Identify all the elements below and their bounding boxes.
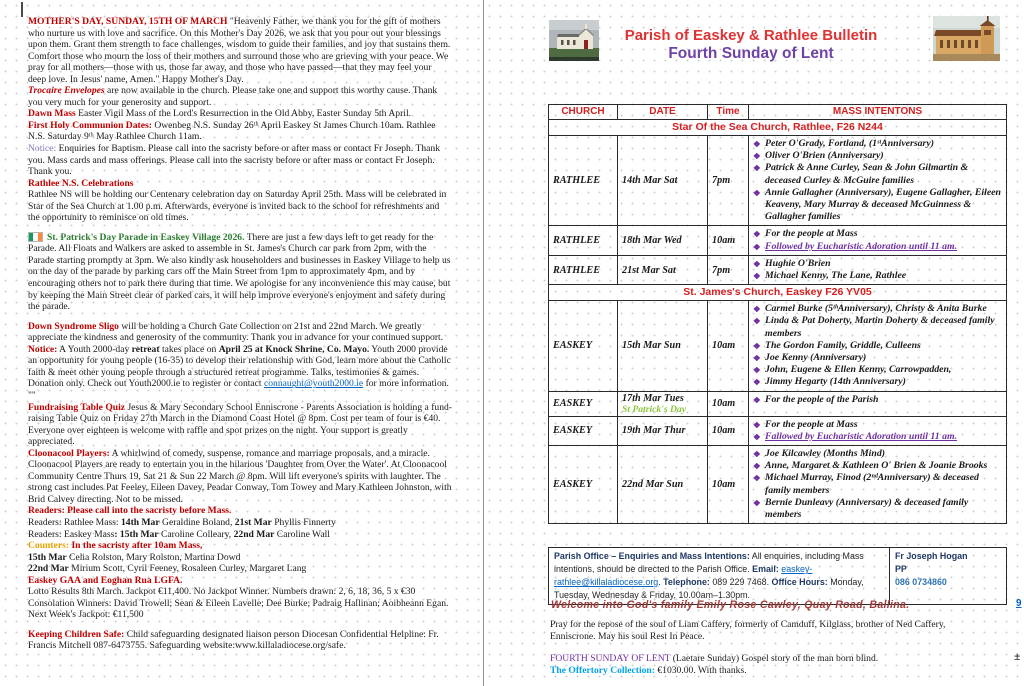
text-segment: A Youth 2000-day [57,343,132,355]
clipped-text-fragment-top: 9 [1016,598,1022,609]
cell-time: 10am [708,446,749,523]
text-segment: Counters: [28,540,70,552]
intention-item [753,497,1003,521]
text-segment: First Holy Communion Dates: [28,119,152,131]
paragraph [28,232,452,313]
mass-intentions-table [548,104,1007,524]
paragraph [28,321,452,344]
text-segment: takes place on [159,343,219,355]
text-segment: 089 229 7468. [709,577,772,587]
text-segment: Geraldine Boland, [159,516,235,528]
table-row [549,446,1006,523]
column-header-time: Time [708,105,749,119]
intention-item [753,394,1003,406]
text-segment: Jesus & Mary Secondary School Enniscrone - Parents Association is holding a fund-raising Table Quiz on Friday 27th March in the Diamond Coast Hotel @ 8pm. Cost per team of four is €40. Everyone over eighteen is welcome with raffle and spot prizes on the night. Your support is greatly appreciated. [28,401,452,448]
cell-time: 10am [708,301,749,390]
text-segment: (Laetare Sunday) Gospel story of the man born blind. [670,653,879,664]
text-segment: St. Patrick's Day Parade in Easkey Village 2026. [47,231,245,243]
diamond-bullet-icon: ❖ [753,394,761,405]
intention-text: Michael Murray, Finod (2ⁿᵈAnniversary) & deceased family members [765,472,979,496]
text-segment: 22nd Mar [233,528,275,540]
diamond-bullet-icon: ❖ [753,377,761,388]
text-segment: There are just a few days left to get ready for the Parade. All Floats and Walkers are asked to assemble in St. James's Church car park from 2pm, with the Parade starting promptly at 3pm. We also kindly ask householders and businesses in Easkey Village to help us on the day of the parade by parking cars off the Main Street from 1pm to approximately 4pm, and by encouraging others not to park there during that time. We apologise for any inconvenience this may cause, but by keeping the Main Street clear of parked cars, it will help improve everyone's enjoyment and safety during the parade. [28,231,451,313]
diamond-bullet-icon: ❖ [753,419,761,430]
welcome-baptism-line: Welcome into God's family Emily Rose Cawley, Quay Road, Ballina. [551,599,910,611]
intention-item [753,241,1003,253]
text-segment: The Offertory Collection: [550,665,655,676]
cell-church: RATHLEE [549,256,618,284]
intention-text: Linda & Pat Doherty, Martin Doherty & deceased family members [765,315,995,339]
text-segment: Lotto Results 8th March. Jackpot €11,400. No Jackpot Winner. Numbers drawn: 2, 6, 18, 36, 5 x €30 Consolation Winners: David Trowell; Sean & Eileen Lavelle; Dee Burke; Padraig Hallinan; Aoibheann Egan. Next Week's Jackpot: €11,500 [28,586,449,621]
intention-item [753,364,1003,376]
cell-time: 10am [708,226,749,254]
text-segment: Caroline Wall [274,528,330,540]
text-segment: Owenbeg N.S. Sunday 26ᵗʰ April Easkey St James Church 10am. Rathlee N.S. Saturday 9ᵗʰ May Rathlee Church 11am. [28,119,436,143]
paragraph [28,505,452,517]
cell-time: 10am [708,392,749,416]
clipped-text-fragment-bottom: ± [1014,651,1021,663]
paragraph [28,85,452,108]
intention-item [753,376,1003,388]
table-section-header: St. James's Church, Easkey F26 YV05 [549,285,1006,301]
intention-text: Michael Kenny, The Lane, Rathlee [765,270,907,282]
diamond-bullet-icon: ❖ [753,304,761,315]
paragraph [28,540,452,552]
paragraph [28,344,452,402]
paragraph [28,16,452,85]
text-segment: Telephone: [663,577,710,587]
text-segment: Notice: [28,143,57,155]
intention-text: Carmel Burke (5ᵗʰAnniversary), Christy & Anita Burke [765,303,987,315]
text-segment: Email: [752,564,779,574]
intention-text: Annie Gallagher (Anniversary), Eugene Gallagher, Eileen Keaveny, Mary Murray & deceased McGuinness & Gallagher families [765,186,1001,223]
cell-intentions [749,226,1006,254]
text-segment: Fundraising Table Quiz [28,401,126,413]
text-segment: Readers: Please call into the sacristy before Mass. [28,505,232,517]
cell-date [618,226,708,254]
text-segment: for more information. "" [28,378,449,401]
cell-intentions [749,446,1006,523]
intention-item [753,150,1003,162]
intention-text: The Gordon Family, Griddle, Culleens [765,339,921,351]
diamond-bullet-icon: ❖ [753,365,761,376]
cell-date [618,392,708,416]
paragraph [28,143,452,178]
table-row [549,392,1006,417]
text-segment: MOTHER'S DAY, SUNDAY, 15TH OF MARCH [28,16,230,27]
cell-date [618,446,708,523]
parish-office-info [549,548,890,604]
date-text: 14th Mar Sat [622,175,678,187]
text-segment: Office Hours: [771,577,828,587]
paragraph [28,552,452,564]
cell-date [618,417,708,445]
cell-time: 10am [708,417,749,445]
diamond-bullet-icon: ❖ [753,258,761,269]
text-segment: April 25 at Knock Shrine, Co. Mayo. [218,343,370,355]
date-text: 22nd Mar Sun [622,479,684,491]
paragraph [28,402,452,448]
cell-intentions [749,136,1006,225]
intention-item [753,228,1003,240]
table-body [549,120,1006,523]
text-segment: Caroline Colleary, [158,528,234,540]
cell-church: EASKEY [549,446,618,523]
text-segment: Cloonacool Players: [28,447,110,459]
church-photo-right [933,16,1000,61]
priest-title: PP [895,564,907,574]
text-segment: All enquiries, including Mass intentions, should be directed to the Parish Office. [554,551,864,574]
date-text: 18th Mar Wed [622,235,682,247]
text-segment: 15th Mar [28,551,67,563]
paragraph [28,178,452,190]
intention-text: Anne, Margaret & Kathleen O' Brien & Joanie Brooks [765,460,988,472]
column-header-date: DATE [618,105,708,119]
paragraph [28,189,452,224]
text-segment: Parish Office – Enquiries and Mass Intentions: [554,551,750,561]
diamond-bullet-icon: ❖ [753,163,761,174]
text-segment: In the sacristy after 10am Mass, [69,540,203,552]
cell-church: RATHLEE [549,136,618,225]
paragraph [28,586,452,621]
intention-item [753,460,1003,472]
ireland-flag-icon [28,232,43,242]
cell-date [618,301,708,390]
intention-text: Oliver O'Brien (Anniversary) [765,150,884,162]
text-segment: €1030.00. With thanks. [654,665,747,676]
text-segment: Down Syndrome Sligo [28,320,119,332]
text-segment: Celia Rolston, Mary Rolston, Martina Dowd [66,551,241,563]
intention-text: Fallowed by Eucharistic Adoration until 11 am. [765,430,958,442]
intention-text: For the people at Mass [765,418,858,430]
intention-item [753,352,1003,364]
date-text: 21st Mar Sat [622,264,676,276]
text-segment: Keeping Children Safe: [28,628,125,640]
link[interactable]: connaught@youth2000.ie [264,378,364,390]
bulletin-title [598,27,904,63]
paragraph [28,563,452,575]
intention-text: Joe Kilcawley (Months Mind) [765,448,886,460]
intention-text: For the people of the Parish [765,393,879,405]
cell-date [618,256,708,284]
text-segment: Easkey GAA and Eoghan Rua LGFA. [28,574,183,586]
column-header-intentions: MASS INTENTONS [832,106,923,117]
diamond-bullet-icon: ❖ [753,473,761,484]
text-segment: Enquiries for Baptism. Please call into the sacristy before or after mass or contact Fr Joseph. Thank you. Mass cards and mass offerings. Please call into the sacristy before or after mass or contact Fr Joseph. Thank you. [28,143,440,178]
intention-item [753,270,1003,282]
cell-intentions [749,301,1006,390]
intention-text: For the people at Mass [765,228,858,240]
intention-item [753,258,1003,270]
link[interactable]: easkey-rathlee@killaladiocese.org [554,564,813,587]
text-segment: Readers: Rathlee Mass: [28,516,121,528]
diamond-bullet-icon: ❖ [753,497,761,508]
cell-church: EASKEY [549,417,618,445]
text-segment: Mirium Scott, Cyril Feeney, Rosaleen Curley, Margaret Lang [68,563,307,575]
intention-text: Followed by Eucharistic Adoration until 11 am. [765,240,958,252]
text-segment: Notice: [28,343,58,355]
diamond-bullet-icon: ❖ [753,340,761,351]
date-text: 15th Mar Sun [622,340,681,352]
cell-church: RATHLEE [549,226,618,254]
paragraph [28,448,452,506]
cell-church: EASKEY [549,392,618,416]
priest-name: Fr Joseph Hogan [895,551,968,561]
table-row [549,136,1006,226]
priest-phone: 086 0734860 [895,577,947,587]
diamond-bullet-icon: ❖ [753,461,761,472]
offertory-collection-line [550,665,970,677]
diamond-bullet-icon: ❖ [753,271,761,282]
paragraph [28,529,452,541]
text-segment: Trocaire Envelopes [28,85,105,97]
priest-contact [890,548,1006,604]
cell-time: 7pm [708,256,749,284]
cell-intentions [749,256,1006,284]
text-segment: Easter Vigil Mass of the Lord's Resurrection in the Old Abby, Easter Sunday 5th April. [75,108,412,120]
bulletin-left-page [28,16,452,652]
cell-date [618,136,708,225]
diamond-bullet-icon: ❖ [753,431,761,442]
lent-gospel-line [550,653,970,665]
text-segment: Youth 2000 provide an opportunity for young people (16-35) to develop their relationship with God, learn more about the Catholic faith & meet other young people through a structured retreat programme. Talks, testimonies & games. Donation only. Check out Youth2000.ie to register or contact [28,343,451,390]
cell-intentions [749,417,1006,445]
table-row [549,301,1006,391]
intention-text: Bernie Dunleavy (Anniversary) & deceased family members [765,496,969,521]
intention-item [753,303,1003,315]
repose-notice: Pray for the repose of the soul of Liam Caffery, formerly of Camduff, Kilglass, brother of Ned Caffery, Enniscrone. May his soul Rest In Peace. [550,619,946,642]
cell-intentions [749,392,1006,416]
text-segment: "Heavenly Father, we thank you for the gift of mothers who nurture us with love and sacrifice. On this Mother's Day 2026, we ask that you pour out your blessings upon them. Grant them strength to face challenges, wisdom to guide their families, and joy that sustains them. Comfort those who mourn the loss of their mothers and surround those who are grieving with your peace. We pray for all mothers—those with us, those far away, and those who have passed—that they may feel your deep love. In Jesus' name, Amen." Happy Mother's Day. [28,16,451,85]
text-segment: Rathlee NS will be holding our Centenary celebration day on Saturday April 25th. Mass will be celebrated in Star of the Sea Church at 1.00 p.m. Afterwards, everyone is invited back to the school for refreshments and the opportunity to reminisce on old times. [28,189,447,224]
table-row [549,226,1006,255]
table-section-header: Star Of the Sea Church, Rathlee, F26 N244 [549,120,1006,136]
cell-church: EASKEY [549,301,618,390]
page-divider-line [483,0,484,686]
intention-text: Hughie O'Brien [765,257,831,269]
date-text: 17th Mar Tues [622,392,684,404]
intention-item [753,419,1003,431]
diamond-bullet-icon: ❖ [753,229,761,240]
paragraph [28,629,452,652]
diamond-bullet-icon: ❖ [753,241,761,252]
paragraph [28,120,452,143]
church-photo-left [549,20,599,61]
diamond-bullet-icon: ❖ [753,187,761,198]
text-segment: FOURTH SUNDAY OF LENT [550,653,671,664]
diamond-bullet-icon: ❖ [753,449,761,460]
intention-text: Patrick & Anne Curley, Sean & John Gilmartin & deceased Curley & McGuire families [765,162,969,186]
intention-text: Jimmy Hegarty (14th Anniversary) [765,376,906,388]
table-row [549,256,1006,285]
intention-text: Peter O'Grady, Fortland, (1ˢᵗAnniversary) [765,138,934,149]
table-header-row [549,105,1006,120]
diamond-bullet-icon: ❖ [753,353,761,364]
intention-item [753,315,1003,339]
paragraph [28,517,452,529]
table-row [549,417,1006,446]
text-segment: are now available in the church. Please take one and support this worthy cause. Thank you very much for your generosity and support. [28,85,438,108]
text-segment: 14th Mar [120,516,160,528]
diamond-bullet-icon: ❖ [753,316,761,327]
intention-text: Joe Kenny (Anniversary) [765,352,867,364]
text-segment: Rathlee N.S. Celebrations [28,177,134,189]
text-segment: Readers: Easkey Mass [28,528,115,540]
intention-item [753,472,1003,496]
text-segment: Monday, Tuesday, Wednesday & Friday, 10.00am–1.30pm. [554,577,864,600]
text-segment: Child safeguarding designated liaison person Diocesan Confidential Helpline: Fr. Francis Mitchell 087-6473755. Safeguarding website:www.killaladiocese.org/safe. [28,628,439,652]
text-segment: : 15th Mar [114,528,159,540]
paragraph [28,108,452,120]
intention-item [753,340,1003,352]
intention-text: John, Eugene & Ellen Kenny, Carrowpadden, [765,364,952,376]
column-header-church: CHURCH [549,105,618,119]
intention-item [753,448,1003,460]
text-segment: retreat [131,343,160,355]
intention-item [753,138,1003,150]
text-segment: will be holding a Church Gate Collection on 21st and 22nd March. We greatly appreciate the kindness and generosity of the community. Thank you in advance for your continued support. [28,320,444,344]
text-segment: . [658,577,664,587]
text-segment: Phyllis Finnerty [271,516,336,528]
diamond-bullet-icon: ❖ [753,139,761,149]
text-segment: 22nd Mar [28,563,69,575]
text-segment: Dawn Mass [28,108,76,120]
intention-item [753,162,1003,186]
bulletin-title-line1: Parish of Easkey & Rathlee Bulletin [624,27,878,44]
page-corner-mark [21,2,23,17]
intention-item [753,431,1003,443]
text-segment: A whirlwind of comedy, suspense, romance and marriage proposals, and a miracle. Cloonacool Players are ready to entertain you in the hilarious 'Daughter from Over the Water'. At Cloonacool Community Centre Thurs 19, Sat 21 & Sun 22 March @ 8pm. Will lift everyone's spirits with laughter. The strong cast includes Pat Feeley, Eileen Davey, Peadar Conway, Tom Towey and Mary Kathleen Johnston, with Brid Calvey directing. Not to be missed. [28,447,452,505]
bulletin-subtitle: Fourth Sunday of Lent [668,45,834,62]
cell-time: 7pm [708,136,749,225]
parish-office-box [548,547,1007,605]
intention-item [753,187,1003,224]
text-segment: 21st Mar [234,516,272,528]
date-note: St Patrick's Day [622,403,686,415]
diamond-bullet-icon: ❖ [753,151,761,162]
paragraph [28,575,452,587]
date-text: 19th Mar Thur [622,425,686,437]
